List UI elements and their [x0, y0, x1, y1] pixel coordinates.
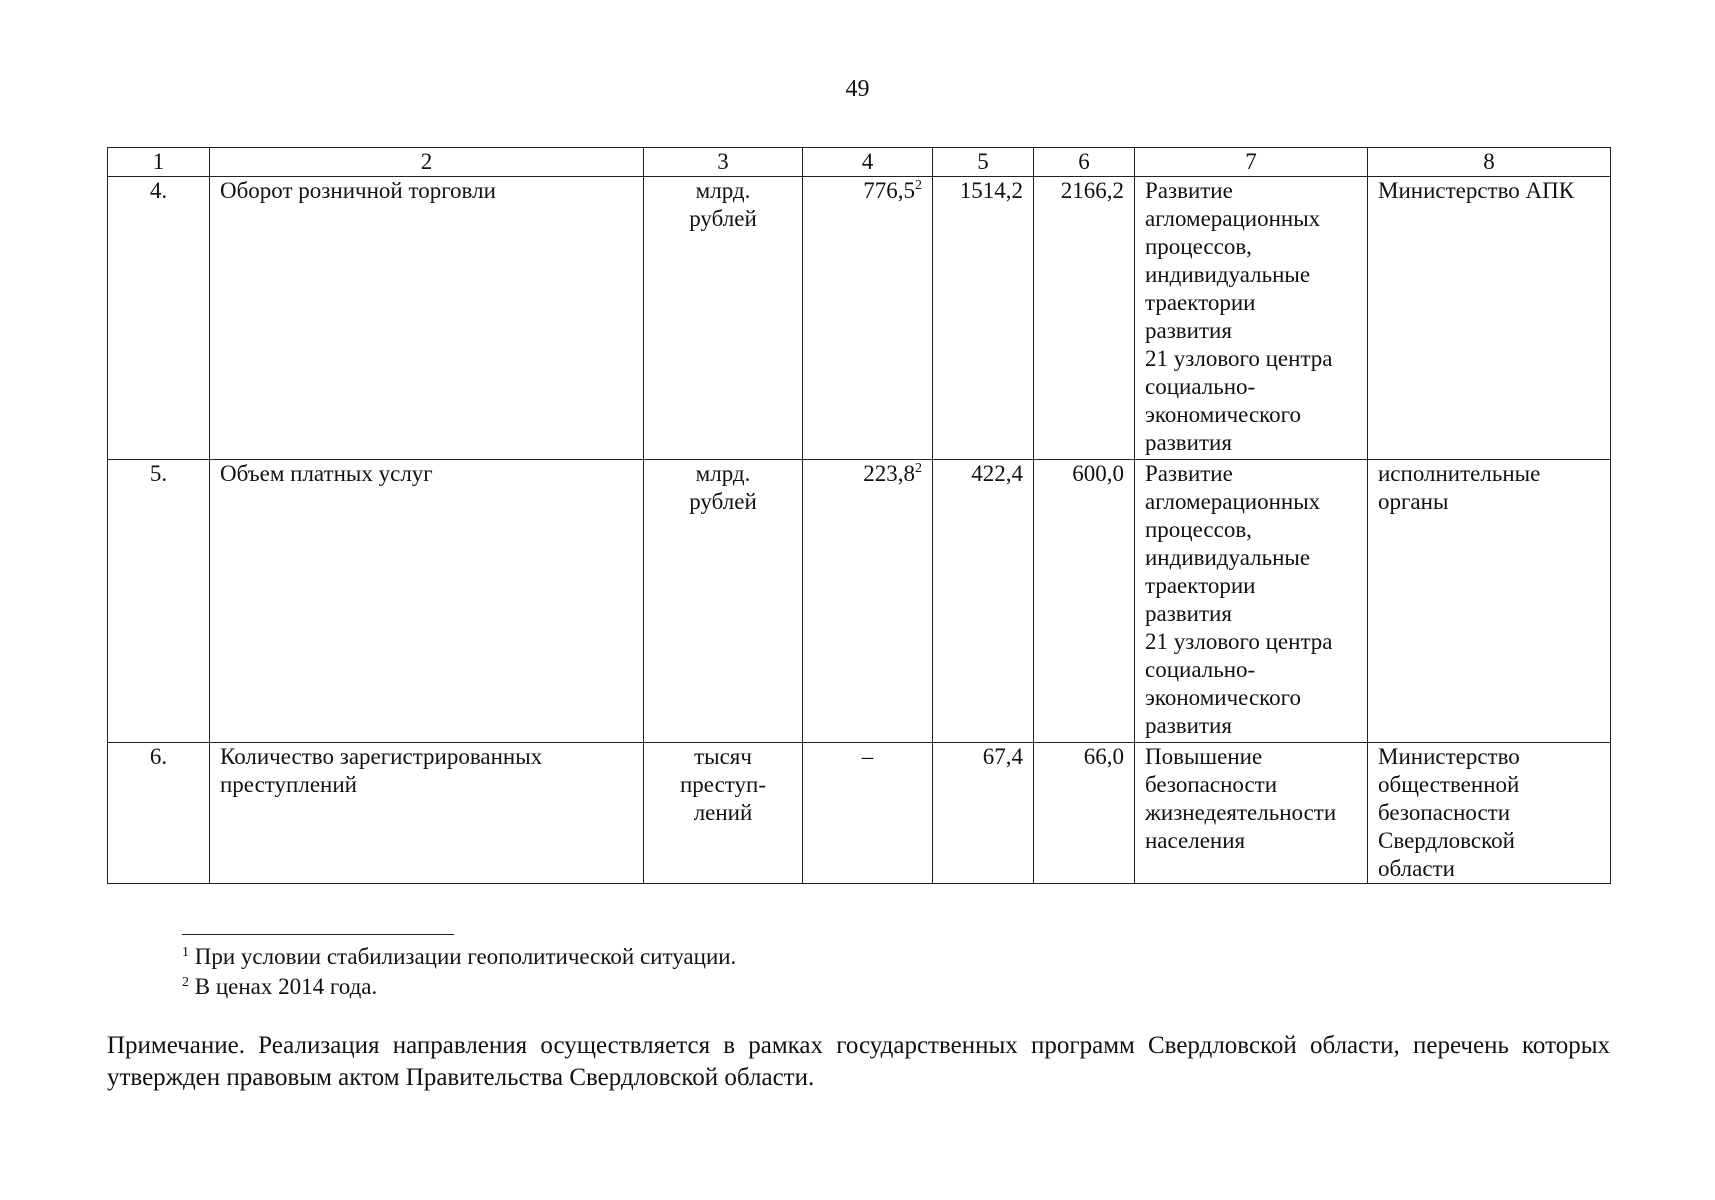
note-paragraph: Примечание. Реализация направления осуществляется в рамках государственных программ Свердловской области, перечень которых утвержден правовым актом Правительства Свердловской области.	[107, 1032, 1610, 1091]
column-header: 7	[1135, 148, 1368, 177]
base-value-cell	[803, 743, 933, 884]
footnote-text: В ценах 2014 года.	[194, 974, 378, 999]
base-value: –	[861, 744, 874, 769]
column-header: 1	[108, 148, 210, 177]
row-number: 4.	[108, 177, 210, 460]
direction-cell: Развитие агломерационных процессов, индивидуальные траектории развития 21 узлового центра социально- экономического развития	[1135, 177, 1368, 460]
footnote-mark: 2	[182, 975, 189, 990]
table-row	[108, 177, 1611, 460]
base-value-cell	[803, 460, 933, 743]
footnote	[182, 942, 736, 972]
indicator-name: Объем платных услуг	[210, 460, 644, 743]
unit-cell: млрд. рублей	[644, 460, 803, 743]
footnote-separator	[182, 934, 454, 935]
value-cell: 1514,2	[933, 177, 1034, 460]
responsible-cell: исполнительные органы	[1368, 460, 1611, 743]
value-cell: 2166,2	[1034, 177, 1135, 460]
indicator-name: Количество зарегистрированных преступлений	[210, 743, 644, 884]
base-value-cell	[803, 177, 933, 460]
direction-cell: Повышение безопасности жизнедеятельности населения	[1135, 743, 1368, 884]
column-header: 4	[803, 148, 933, 177]
column-header: 5	[933, 148, 1034, 177]
footnote-text: При условии стабилизации геополитической ситуации.	[194, 944, 737, 969]
base-value: 223,8	[863, 461, 915, 486]
direction-cell: Развитие агломерационных процессов, индивидуальные траектории развития 21 узлового центра социально- экономического развития	[1135, 460, 1368, 743]
table-header-row	[108, 148, 1611, 177]
row-number: 6.	[108, 743, 210, 884]
column-header: 3	[644, 148, 803, 177]
row-number: 5.	[108, 460, 210, 743]
value-cell: 67,4	[933, 743, 1034, 884]
footnote	[182, 972, 736, 1002]
value-cell: 66,0	[1034, 743, 1135, 884]
column-header: 8	[1368, 148, 1611, 177]
responsible-cell: Министерство АПК	[1368, 177, 1611, 460]
footnote-ref: 2	[915, 178, 922, 193]
unit-cell: млрд. рублей	[644, 177, 803, 460]
responsible-cell: Министерство общественной безопасности Свердловской области	[1368, 743, 1611, 884]
footnote-mark: 1	[182, 945, 189, 960]
indicators-table	[107, 147, 1611, 884]
column-header: 6	[1034, 148, 1135, 177]
unit-cell: тысяч преступ- лений	[644, 743, 803, 884]
column-header: 2	[210, 148, 644, 177]
value-cell: 422,4	[933, 460, 1034, 743]
base-value: 776,5	[863, 178, 915, 203]
footnotes	[182, 942, 736, 1002]
table-row	[108, 460, 1611, 743]
footnote-ref: 2	[915, 461, 922, 476]
value-cell: 600,0	[1034, 460, 1135, 743]
page-number: 49	[845, 76, 870, 102]
table-row	[108, 743, 1611, 884]
indicator-name: Оборот розничной торговли	[210, 177, 644, 460]
